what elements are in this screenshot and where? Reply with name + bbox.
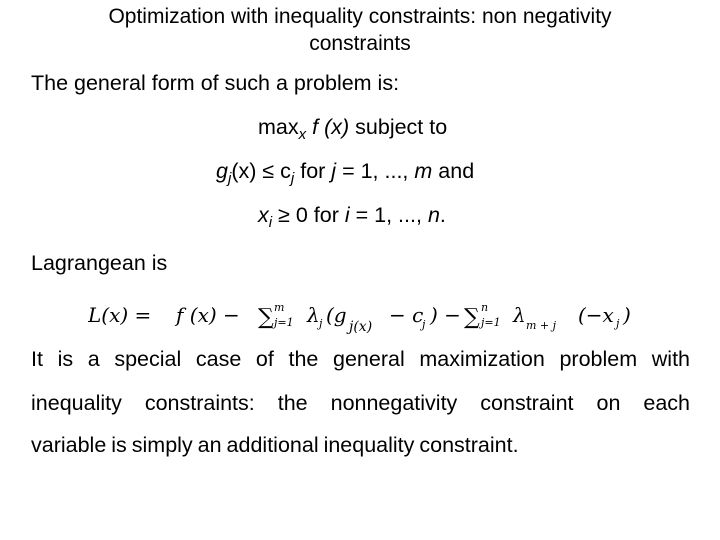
intro-text: The general form of such a problem is: — [31, 71, 400, 95]
for-text: for — [300, 159, 326, 183]
g-symbol: g — [216, 159, 228, 183]
objective-line — [258, 114, 448, 143]
j-variable: j — [331, 159, 337, 183]
i-variable: i — [344, 203, 350, 227]
slide-title — [0, 3, 720, 57]
conclusion-line-3: variable is simply an additional inequality constraint. — [31, 433, 519, 457]
conclusion-line-1: It is a special case of the general maximization problem with — [31, 347, 690, 371]
x-subscript: i — [268, 214, 273, 231]
lambda1-subscript: j — [319, 317, 323, 330]
i-range: = 1, ..., — [355, 203, 428, 227]
sum2-bottom: j=1 — [481, 316, 501, 329]
x-symbol: x — [258, 203, 269, 227]
n-variable: n — [427, 203, 440, 227]
c-subscript-formula: j — [422, 318, 426, 331]
neg-x-subscript: j — [616, 317, 620, 330]
max-subscript: x — [298, 126, 307, 143]
lambda2-subscript: m + j — [526, 319, 557, 332]
sum1-top: m — [274, 301, 285, 314]
title-line-1: Optimization with inequality constraints: non negativity — [108, 5, 612, 28]
sum-symbol-1: ∑ — [258, 305, 274, 330]
formula-lhs: L(x) = — [88, 303, 152, 327]
nonneg-text: ≥ 0 for — [278, 203, 339, 227]
c-subscript: j — [290, 170, 295, 187]
title-line-2: constraints — [309, 32, 411, 55]
close-paren-2: ) — [623, 303, 631, 327]
lagrangean-label: Lagrangean is — [31, 251, 168, 275]
subject-to-text: subject to — [355, 115, 448, 139]
close-paren-1: ) − — [430, 303, 461, 327]
m-variable: m — [414, 159, 433, 183]
neg-x: (−x — [578, 303, 614, 327]
sum1-bottom: j=1 — [274, 316, 294, 329]
lagrangean-formula — [88, 300, 688, 340]
formula-f: f (x) − — [176, 303, 240, 327]
lambda-1: λ — [307, 303, 320, 327]
inequality-constraint-line — [216, 158, 475, 187]
period: . — [439, 203, 446, 227]
lambda-2: λ — [513, 303, 526, 327]
g-subscript: j — [227, 170, 232, 187]
sum2-top: n — [481, 301, 489, 314]
j-range: = 1, ..., — [342, 159, 415, 183]
g-term-subscript: j(x) — [349, 319, 373, 335]
g-term: (g — [326, 303, 347, 327]
constraint-middle: (x) ≤ c — [231, 159, 291, 183]
minus-c: − c — [389, 303, 424, 327]
conclusion-line-2: inequality constraints: the nonnegativity constraint on each — [31, 391, 690, 415]
and-text: and — [438, 159, 475, 183]
nonnegativity-line — [258, 202, 446, 231]
objective-function: f (x) — [312, 115, 350, 139]
max-operator: max — [258, 115, 299, 139]
sum-symbol-2: ∑ — [464, 305, 480, 330]
